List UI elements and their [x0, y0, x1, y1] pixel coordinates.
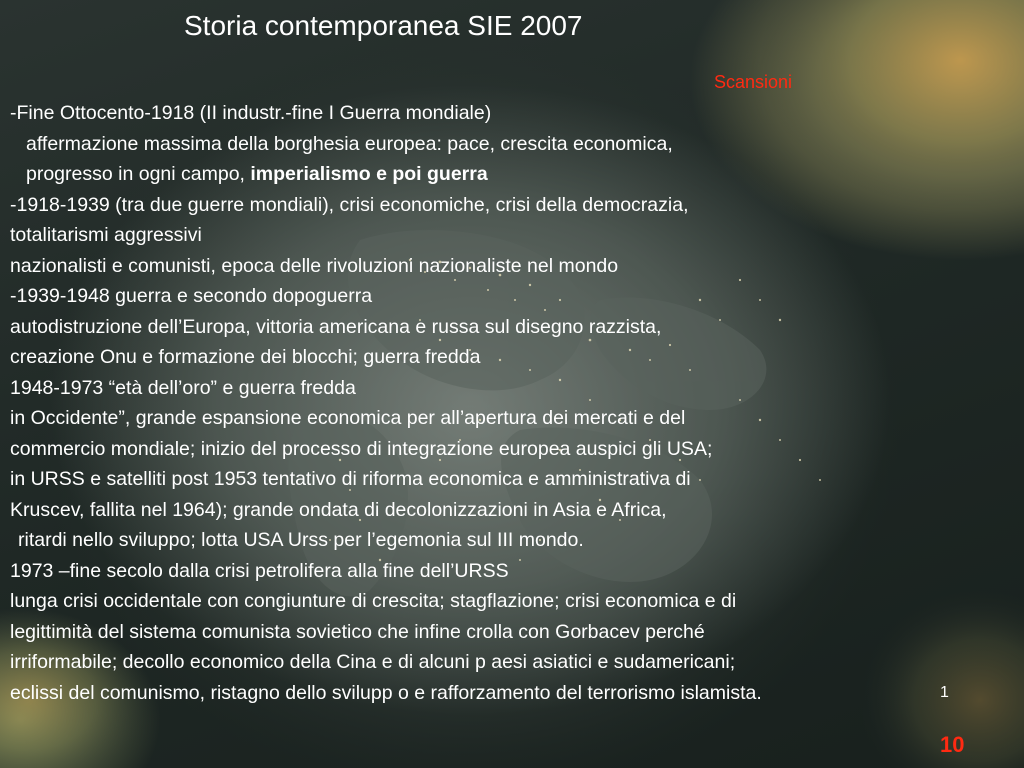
- page-number: 10: [940, 732, 965, 757]
- body-line-7: -1939-1948 guerra e secondo dopoguerra: [10, 285, 373, 307]
- body-line-3-bold: imperialismo e poi guerra: [250, 163, 488, 185]
- body-line-12: commercio mondiale; inizio del processo di integrazione europea auspici gli USA;: [10, 437, 713, 460]
- body-line-17: lunga crisi occidentale con congiunture di crescita; stagflazione; crisi economica e di: [10, 590, 737, 612]
- body-line-18: legittimità del sistema comunista sovietico che infine crolla con Gorbacev perché: [10, 620, 705, 643]
- body-line-11: in Occidente”, grande espansione economica per all’apertura dei mercati e del: [10, 407, 686, 429]
- body-line-6: nazionalisti e comunisti, epoca delle rivoluzioni nazionaliste nel mondo: [10, 254, 619, 277]
- body-line-3-text: progresso in ogni campo,: [26, 163, 251, 185]
- body-line-19: irriformabile; decollo economico della Cina e di alcuni p aesi asiatici e sudamericani;: [10, 651, 736, 673]
- body-line-8: autodistruzione dell’Europa, vittoria americana e russa sul disegno razzista,: [10, 315, 662, 338]
- body-line-1: -Fine Ottocento-1918 (II industr.-fine I Guerra mondiale): [10, 102, 492, 124]
- body-line-16: 1973 –fine secolo dalla crisi petrolifera alla fine dell’URSS: [10, 559, 509, 582]
- slide-title: Storia contemporanea SIE 2007: [184, 10, 583, 41]
- slide-body: [10, 98, 1010, 708]
- body-line-20: eclissi del comunismo, ristagno dello svilupp o e rafforzamento del terrorismo islamista.: [10, 681, 762, 704]
- body-line-13: in URSS e satelliti post 1953 tentativo di riforma economica e amministrativa di: [10, 468, 691, 490]
- body-line-14: Kruscev, fallita nel 1964); grande ondata di decolonizzazioni in Asia e Africa,: [10, 498, 667, 521]
- body-line-3: [10, 159, 1010, 190]
- body-line-2: affermazione massima della borghesia europea: pace, crescita economica,: [26, 132, 673, 155]
- body-line-4: -1918-1939 (tra due guerre mondiali), crisi economiche, crisi della democrazia,: [10, 193, 689, 216]
- body-line-10: 1948-1973 “età dell’oro” e guerra fredda: [10, 376, 356, 399]
- body-line-9: creazione Onu e formazione dei blocchi; guerra fredda: [10, 346, 481, 368]
- body-line-15: ritardi nello sviluppo; lotta USA Urss per l’egemonia sul III mondo.: [18, 529, 584, 551]
- slide-subtitle: Scansioni: [714, 72, 793, 92]
- slide-small-number: 1: [940, 684, 949, 701]
- body-line-5: totalitarismi aggressivi: [10, 224, 202, 246]
